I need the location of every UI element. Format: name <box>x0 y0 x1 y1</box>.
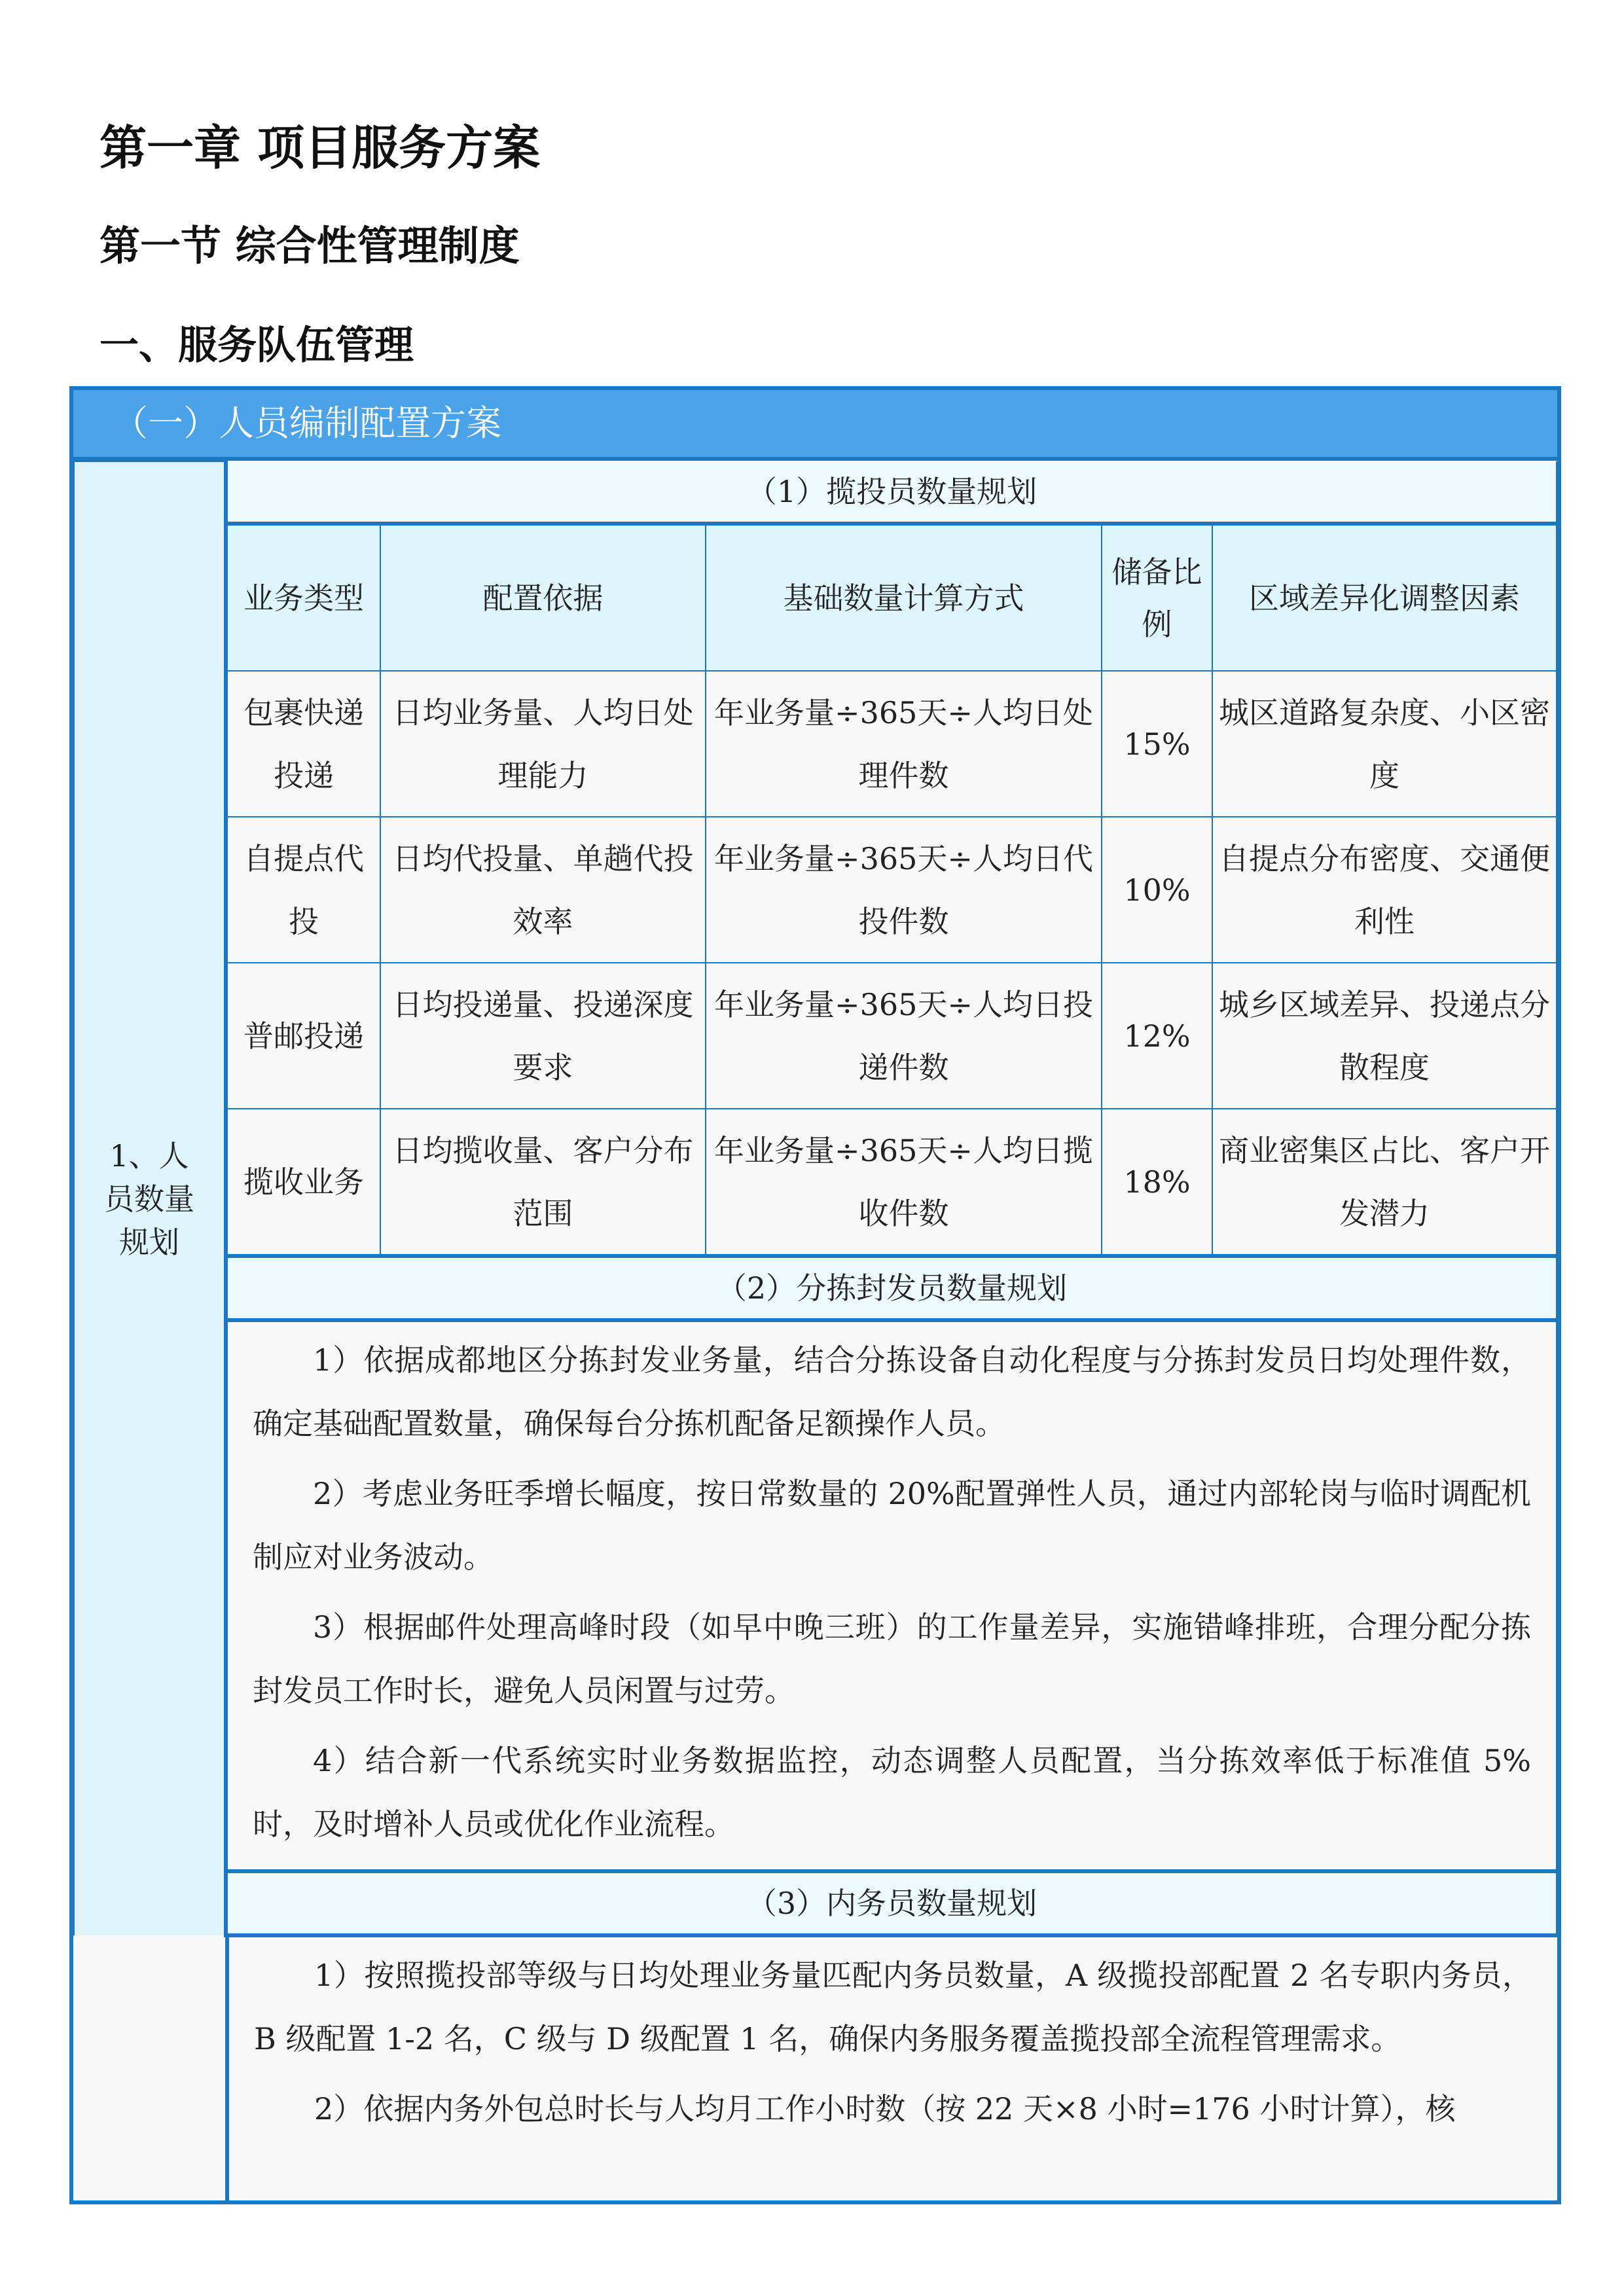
staffing-table <box>73 461 1557 1937</box>
cell: 10% <box>1102 817 1212 963</box>
cell: 日均代投量、单趟代投效率 <box>380 817 706 963</box>
cell: 12% <box>1102 963 1212 1109</box>
header-cell: 配置依据 <box>380 524 706 671</box>
table-row <box>74 1109 1557 1256</box>
cell: 年业务量÷365天÷人均日代投件数 <box>706 817 1102 963</box>
staffing-plan-box <box>69 386 1561 2204</box>
cell: 城乡区域差异、投递点分散程度 <box>1212 963 1557 1109</box>
cell: 城区道路复杂度、小区密度 <box>1212 671 1557 817</box>
box-title: （一）人员编制配置方案 <box>73 390 1557 461</box>
part3-title: （3）内务员数量规划 <box>226 1871 1557 1935</box>
cell: 日均业务量、人均日处理能力 <box>380 671 706 817</box>
cell: 自提点分布密度、交通便利性 <box>1212 817 1557 963</box>
chapter-heading: 第一章 项目服务方案 <box>99 120 541 175</box>
cell: 自提点代投 <box>226 817 380 963</box>
paragraph: 2）考虑业务旺季增长幅度，按日常数量的 20%配置弹性人员，通过内部轮岗与临时调配机制应对业务波动。 <box>253 1476 1531 1575</box>
table-header-row <box>74 524 1557 671</box>
header-cell: 业务类型 <box>226 524 380 671</box>
cell: 揽收业务 <box>226 1109 380 1256</box>
left-label: 1、人员数量规划 <box>74 461 226 1935</box>
cell: 普邮投递 <box>226 963 380 1109</box>
part2-title: （2）分拣封发员数量规划 <box>226 1256 1557 1320</box>
cell: 年业务量÷365天÷人均日投递件数 <box>706 963 1102 1109</box>
subsection-heading: 一、服务队伍管理 <box>99 323 414 368</box>
cell: 年业务量÷365天÷人均日揽收件数 <box>706 1109 1102 1256</box>
part2-body <box>226 1320 1557 1871</box>
table-row <box>74 963 1557 1109</box>
cell: 日均揽收量、客户分布范围 <box>380 1109 706 1256</box>
header-cell: 储备比例 <box>1102 524 1212 671</box>
paragraph: 4）结合新一代系统实时业务数据监控，动态调整人员配置，当分拣效率低于标准值 5%时，及时增补人员或优化作业流程。 <box>253 1743 1531 1842</box>
part1-title: （1）揽投员数量规划 <box>226 461 1557 524</box>
section-heading: 第一节 综合性管理制度 <box>99 222 520 270</box>
cell: 18% <box>1102 1109 1212 1256</box>
header-cell: 区域差异化调整因素 <box>1212 524 1557 671</box>
paragraph: 3）根据邮件处理高峰时段（如早中晚三班）的工作量差异，实施错峰排班，合理分配分拣封发员工作时长，避免人员闲置与过劳。 <box>253 1609 1531 1708</box>
cell: 包裹快递投递 <box>226 671 380 817</box>
paragraph: 1）按照揽投部等级与日均处理业务量匹配内务员数量，A 级揽投部配置 2 名专职内务员，B 级配置 1-2 名，C 级与 D 级配置 1 名，确保内务服务覆盖揽投部全流程管理需求。 <box>254 1958 1532 2056</box>
cell: 商业密集区占比、客户开发潜力 <box>1212 1109 1557 1256</box>
table-row <box>74 817 1557 963</box>
table-row <box>74 671 1557 817</box>
paragraph: 2）依据内务外包总时长与人均月工作小时数（按 22 天×8 小时=176 小时计算），核 <box>314 2091 1456 2126</box>
header-cell: 基础数量计算方式 <box>706 524 1102 671</box>
cell: 15% <box>1102 671 1212 817</box>
cell: 年业务量÷365天÷人均日处理件数 <box>706 671 1102 817</box>
part3-body <box>225 1937 1557 2204</box>
paragraph: 1）依据成都地区分拣封发业务量，结合分拣设备自动化程度与分拣封发员日均处理件数，确定基础配置数量，确保每台分拣机配备足额操作人员。 <box>253 1342 1531 1441</box>
cell: 日均投递量、投递深度要求 <box>380 963 706 1109</box>
